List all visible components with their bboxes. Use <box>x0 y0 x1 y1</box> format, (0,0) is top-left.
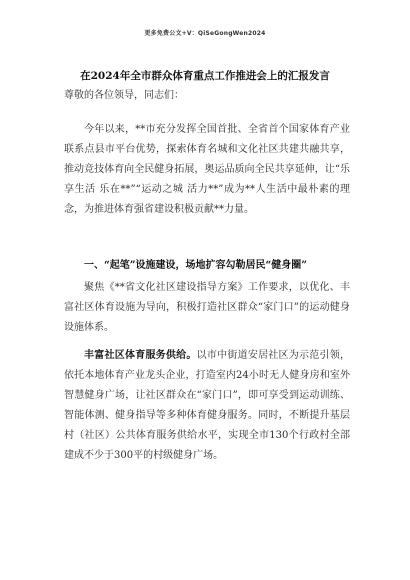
section-heading-1: 一、“起笔”设施建设，场地扩容勾勒居民“健身圈” <box>84 260 308 271</box>
header-note: 更多免费公文+V：QiSeGongWen2024 <box>144 30 266 37</box>
document-title: 在2024年全市群众体育重点工作推进会上的汇报发言 <box>80 70 330 82</box>
intro-paragraph: 今年以来，**市充分发挥全国首批、全省首个国家体育产业联系点县市平台优势，探索体育名城和文化社区共建共融共享，推动竞技体育向全民健身拓展，奥运品质向全民共享延伸，让“乐享生活 乐在**”“运动之城 活力**”成为**人生活中最朴素的理念，为推进体育强省建设积极贡献**力量。 <box>64 124 350 215</box>
subsection-1-paragraph <box>64 346 350 466</box>
salutation: 尊敬的各位领导，同志们： <box>64 90 184 101</box>
subsection-1-body: 以市中街道安居社区为示范引领，依托本地体育产业龙头企业，打造室内24小时无人健身房和室外智慧健身广场，让社区群众在“家门口”，即可享受到运动训练、智能体测、健身指导等多种体育健身服务。同时，不断提升基层村（社区）公共体育服务供给水平，实现全市130个行政村全部建成不少于300平的村级健身广场。 <box>64 350 351 461</box>
subsection-1-lead: 丰富社区体育服务供给。 <box>84 350 197 361</box>
section-1-paragraph: 聚焦《**省文化社区建设指导方案》工作要求，以优化、丰富社区体育设施为导向，积极打造社区群众“家门口”的运动健身设施体系。 <box>64 282 350 333</box>
